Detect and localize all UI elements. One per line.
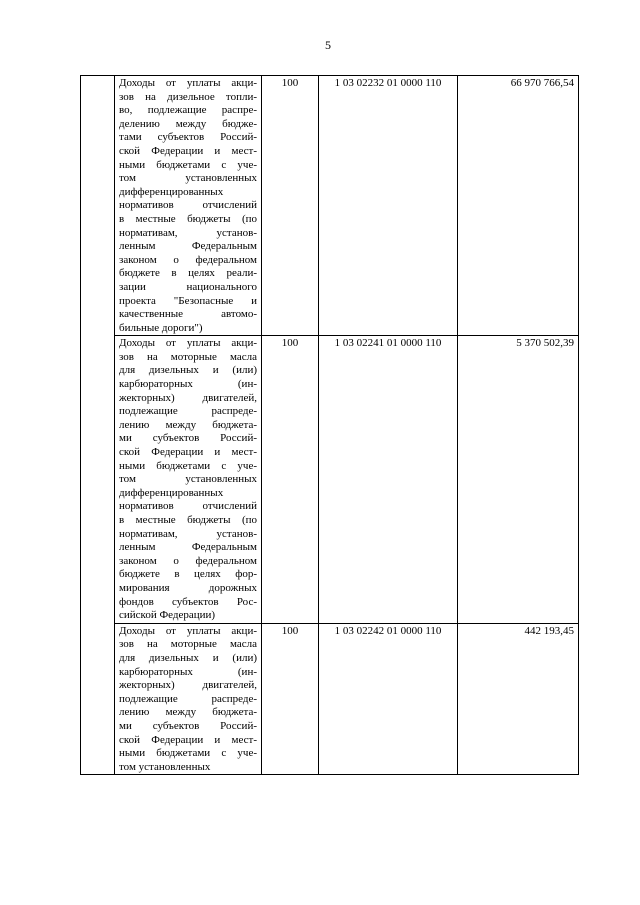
amount: 5 370 502,39 bbox=[458, 336, 579, 623]
description-line: карбюраторных (ин- bbox=[119, 378, 257, 391]
description-line: ми субъектов Россий- bbox=[119, 719, 257, 732]
budget-classification-code: 1 03 02241 01 0000 110 bbox=[319, 336, 458, 623]
revenue-description bbox=[115, 336, 262, 623]
description-line: нормативам, установ- bbox=[119, 527, 257, 540]
description-line: для дизельных и (или) bbox=[119, 651, 257, 664]
description-line: ленным Федеральным bbox=[119, 240, 257, 253]
description-line: Доходы от уплаты акци- bbox=[119, 77, 257, 89]
admin-code: 100 bbox=[262, 336, 319, 623]
description-line: тами субъектов Россий- bbox=[119, 131, 257, 144]
description-line: зации национального bbox=[119, 280, 257, 293]
description-line: ными бюджетами с уче- bbox=[119, 158, 257, 171]
description-line: ской Федерации и мест- bbox=[119, 446, 257, 459]
description-line: Доходы от уплаты акци- bbox=[119, 624, 257, 637]
description-line: подлежащие распреде- bbox=[119, 692, 257, 705]
revenue-description bbox=[115, 623, 262, 775]
revenue-table bbox=[80, 75, 579, 775]
description-line: том установленных bbox=[119, 473, 257, 486]
description-line: Доходы от уплаты акци- bbox=[119, 337, 257, 350]
description-line: законом о федеральном bbox=[119, 253, 257, 266]
description-line: для дизельных и (или) bbox=[119, 364, 257, 377]
description-line: ными бюджетами с уче- bbox=[119, 747, 257, 760]
description-line: бюджете в целях реали- bbox=[119, 267, 257, 280]
description-line: сийской Федерации) bbox=[119, 609, 216, 622]
budget-classification-code: 1 03 02242 01 0000 110 bbox=[319, 623, 458, 775]
amount: 66 970 766,54 bbox=[458, 76, 579, 336]
budget-classification-code: 1 03 02232 01 0000 110 bbox=[319, 76, 458, 336]
admin-code: 100 bbox=[262, 76, 319, 336]
description-line: зов на моторные масла bbox=[119, 638, 257, 651]
description-line: бюджете в целях фор- bbox=[119, 568, 257, 581]
table-row bbox=[81, 623, 579, 775]
description-line: дифференцированных bbox=[119, 185, 224, 198]
description-line: дифференцированных bbox=[119, 486, 224, 499]
description-line: зов на дизельное топли- bbox=[119, 90, 257, 103]
page-number: 5 bbox=[325, 38, 331, 52]
description-line: в местные бюджеты (по bbox=[119, 514, 257, 526]
description-line: бильные дороги") bbox=[119, 321, 203, 334]
admin-code: 100 bbox=[262, 623, 319, 775]
description-line: ской Федерации и мест- bbox=[119, 144, 257, 157]
description-line: фондов субъектов Рос- bbox=[119, 595, 257, 608]
table-row bbox=[81, 76, 579, 336]
table-row bbox=[81, 336, 579, 623]
description-line: делению между бюдже- bbox=[119, 117, 257, 130]
description-line: том установленных bbox=[119, 760, 211, 773]
description-line: нормативов отчислений bbox=[119, 500, 257, 513]
description-line: жекторных) двигателей, bbox=[119, 679, 257, 692]
description-line: ными бюджетами с уче- bbox=[119, 459, 257, 472]
description-line: лению между бюджета- bbox=[119, 706, 257, 719]
description-line: законом о федеральном bbox=[119, 554, 257, 567]
description-line: в местные бюджеты (по bbox=[119, 212, 257, 225]
description-line: зов на моторные масла bbox=[119, 350, 257, 363]
description-line: мирования дорожных bbox=[119, 581, 257, 594]
description-line: том установленных bbox=[119, 172, 257, 185]
amount: 442 193,45 bbox=[458, 623, 579, 775]
number-column-cell bbox=[81, 76, 115, 775]
description-line: нормативам, установ- bbox=[119, 226, 257, 239]
description-line: ленным Федеральным bbox=[119, 541, 257, 554]
revenue-description bbox=[115, 76, 262, 336]
description-line: карбюраторных (ин- bbox=[119, 665, 257, 678]
description-line: лению между бюджета- bbox=[119, 418, 257, 431]
description-line: подлежащие распреде- bbox=[119, 405, 257, 418]
description-line: нормативов отчислений bbox=[119, 199, 257, 212]
description-line: проекта "Безопасные и bbox=[119, 294, 257, 307]
description-line: качественные автомо- bbox=[119, 308, 257, 321]
description-line: ми субъектов Россий- bbox=[119, 432, 257, 445]
description-line: жекторных) двигателей, bbox=[119, 391, 257, 404]
description-line: во, подлежащие распре- bbox=[119, 104, 257, 117]
description-line: ской Федерации и мест- bbox=[119, 733, 257, 746]
